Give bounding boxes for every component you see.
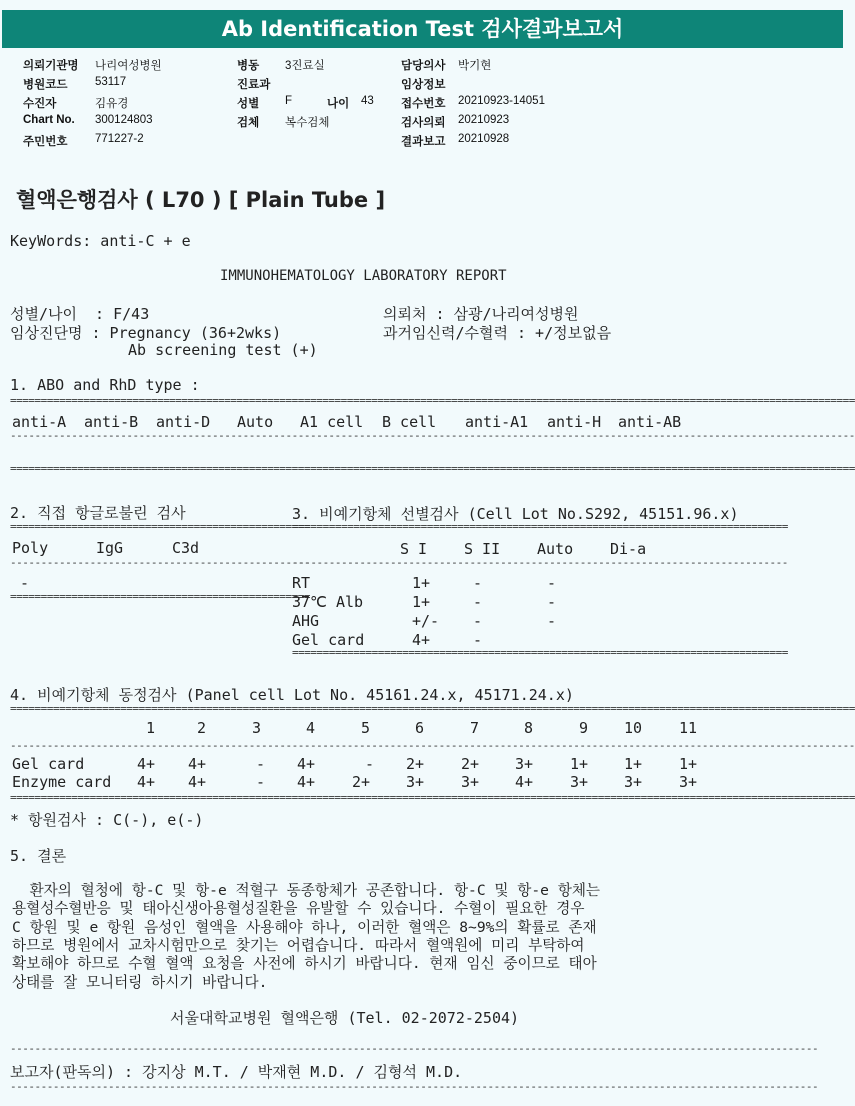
panel-cell: 2+ [461,755,480,773]
double-rule: ================================================================================= [292,520,788,533]
conclusion-line: C 항원 및 e 항원 음성인 혈액을 사용해야 하나, 이러한 혈액은 8~9%의 확률로 존재 [12,918,597,936]
single-rule: --------------------------------------------------------------------------------- [292,556,788,569]
screen-cell: 4+ [412,631,431,649]
header-label: 결과보고 [401,136,446,148]
keywords: KeyWords: anti-C + e [10,232,191,250]
screen-row-label: 37℃ Alb [292,593,364,611]
screen-cell: - [473,574,483,592]
header-value: 20210928 [458,133,510,145]
hospital-contact: 서울대학교병원 혈액은행 (Tel. 02-2072-2504) [170,1009,520,1027]
screen-column-header: S I [400,540,428,558]
single-rule: ------------------------------------------------------------------------------------------------------------------------------------------ [10,739,855,752]
header-label: 검사의뢰 [401,117,446,129]
panel-cell: - [365,755,375,773]
header-value: 20210923-14051 [458,95,545,107]
screen-row-label: RT [292,574,311,592]
antigen-test: * 항원검사 : C(-), e(-) [10,811,204,829]
double-rule: ========================================================================================================================================== [10,462,855,475]
panel-cell: 4+ [297,755,316,773]
panel-cell: 4+ [297,773,316,791]
panel-cell: 4+ [515,773,534,791]
panel-cell: 4+ [188,773,207,791]
header-label: 병동 [237,60,260,72]
header-value: 771227-2 [95,133,144,145]
panel-column-header: 6 [415,719,425,737]
abo-column-header: anti-AB [618,413,682,431]
panel-row-label: Enzyme card [12,773,112,791]
abo-column-header: B cell [382,413,437,431]
header-value: 300124803 [95,114,153,126]
transfusion-history: 과거임신력/수혈력 : +/정보없음 [383,324,612,342]
abo-heading: 1. ABO and RhD type : [10,376,200,394]
conclusion-heading: 5. 결론 [10,847,67,865]
dat-result: - [20,574,30,592]
screen-column-header: Auto [537,540,574,558]
panel-column-header: 4 [306,719,316,737]
double-rule: ========================================================================================================================================== [10,791,855,804]
conclusion-line: 확보해야 하므로 수혈 혈액 요청을 사전에 하시기 바랍니다. 현재 임신 중이므로 태아 [12,955,597,973]
dat-column-header: IgG [96,539,124,557]
header-value: 나리여성병원 [95,60,162,72]
header-label: 접수번호 [401,98,446,110]
report-banner: Ab Identification Test 검사결과보고서 [2,10,843,48]
report-title: IMMUNOHEMATOLOGY LABORATORY REPORT [220,268,507,284]
panel-column-header: 9 [579,719,589,737]
panel-cell: 1+ [624,755,643,773]
header-label: 주민번호 [23,136,68,148]
header-label: 성별 [237,98,260,110]
single-rule: ------------------------------------------------------------------------------------------------------------------------------------------ [10,429,855,442]
single-rule: ------------------------------------------------------------------------------------------------------------------------------------ [10,1080,819,1093]
header-label: Chart No. [23,114,75,126]
header-value: 박기현 [458,60,492,72]
panel-heading: 4. 비예기항체 동정검사 (Panel cell Lot No. 45161.24.x, 45171.24.x) [10,686,574,704]
header-value: 김유경 [95,98,129,110]
header-value: 43 [361,95,374,107]
panel-column-header: 2 [197,719,207,737]
conclusion-line: 하므로 병원에서 교차시험만으로 찾기는 어렵습니다. 따라서 혈액원에 미리 부탁하여 [12,936,585,954]
panel-cell: 4+ [188,755,207,773]
screen-cell: 1+ [412,574,431,592]
header-label: 의뢰기관명 [23,60,79,72]
double-rule: ================================================= [10,520,311,533]
panel-cell: 3+ [406,773,425,791]
test-title: 혈액은행검사 ( L70 ) [ Plain Tube ] [16,188,386,212]
panel-column-header: 8 [524,719,534,737]
panel-column-header: 11 [679,719,698,737]
dat-column-header: C3d [172,539,200,557]
panel-cell: 3+ [515,755,534,773]
screen-cell: - [473,631,483,649]
header-value: 복수검체 [285,117,330,129]
screen-cell: - [547,574,557,592]
double-rule: ========================================================================================================================================== [10,394,855,407]
header-label: 수진자 [23,98,57,110]
screen-heading: 3. 비예기항체 선별검사 (Cell Lot No.S292, 45151.96.x) [292,505,739,523]
header-label: 담당의사 [401,60,446,72]
diagnosis: 임상진단명 : Pregnancy (36+2wks) [10,324,282,342]
panel-cell: 3+ [679,773,698,791]
double-rule: ================================================================================= [292,646,788,659]
header-label: 나이 [327,98,350,110]
reporter: 보고자(판독의) : 강지상 M.T. / 박재현 M.D. / 김형석 M.D. [10,1063,463,1081]
header-label: 검체 [237,117,260,129]
screen-row-label: Gel card [292,631,365,649]
screen-cell: - [473,612,483,630]
screen-column-header: S II [464,540,501,558]
conclusion-line: 용혈성수혈반응 및 태아신생아용혈성질환을 유발할 수 있습니다. 수혈이 필요한 경우 [12,900,585,918]
screen-row-label: AHG [292,612,320,630]
panel-cell: 1+ [679,755,698,773]
panel-cell: - [256,773,266,791]
abo-column-header: anti-H [547,413,602,431]
conclusion-line: 상태를 잘 모니터링 하시기 바랍니다. [12,973,268,991]
abo-column-header: anti-A [12,413,67,431]
abo-column-header: anti-B [84,413,139,431]
panel-row-label: Gel card [12,755,85,773]
conclusion-line: 환자의 혈청에 항-C 및 항-e 적혈구 동종항체가 공존합니다. 항-C 및 항-e 항체는 [12,882,601,899]
single-rule: ------------------------------------------------- [10,556,311,569]
abo-column-header: anti-A1 [465,413,529,431]
screen-cell: +/- [412,612,440,630]
panel-cell: - [256,755,266,773]
dat-heading: 2. 직접 항글로불린 검사 [10,504,186,522]
panel-cell: 4+ [137,773,156,791]
panel-cell: 3+ [461,773,480,791]
panel-column-header: 7 [470,719,480,737]
single-rule: ------------------------------------------------------------------------------------------------------------------------------------ [10,1042,819,1055]
header-label: 병원코드 [23,79,68,91]
panel-cell: 3+ [570,773,589,791]
panel-column-header: 5 [361,719,371,737]
abo-column-header: Auto [237,413,274,431]
panel-cell: 1+ [570,755,589,773]
referrer: 의뢰처 : 삼광/나리여성병원 [383,305,579,323]
header-value: 20210923 [458,114,510,126]
panel-cell: 4+ [137,755,156,773]
header-value: F [285,95,293,107]
panel-cell: 2+ [406,755,425,773]
panel-cell: 3+ [624,773,643,791]
header-label: 진료과 [237,79,271,91]
screen-cell: - [473,593,483,611]
double-rule: ================================================= [10,590,311,603]
screen-cell: 1+ [412,593,431,611]
header-value: 3진료실 [285,60,325,72]
panel-column-header: 1 [146,719,156,737]
header-value: 53117 [95,76,127,88]
double-rule: ========================================================================================================================================== [10,702,855,715]
screen-column-header: Di-a [610,540,647,558]
abo-column-header: A1 cell [300,413,364,431]
panel-cell: 2+ [352,773,371,791]
abo-column-header: anti-D [156,413,211,431]
screen-cell: - [547,593,557,611]
header-label: 임상정보 [401,79,446,91]
panel-column-header: 3 [252,719,262,737]
panel-column-header: 10 [624,719,643,737]
screen-cell: - [547,612,557,630]
sex-age: 성별/나이 : F/43 [10,305,150,323]
dat-column-header: Poly [12,539,49,557]
diagnosis-detail: Ab screening test (+) [128,341,318,359]
